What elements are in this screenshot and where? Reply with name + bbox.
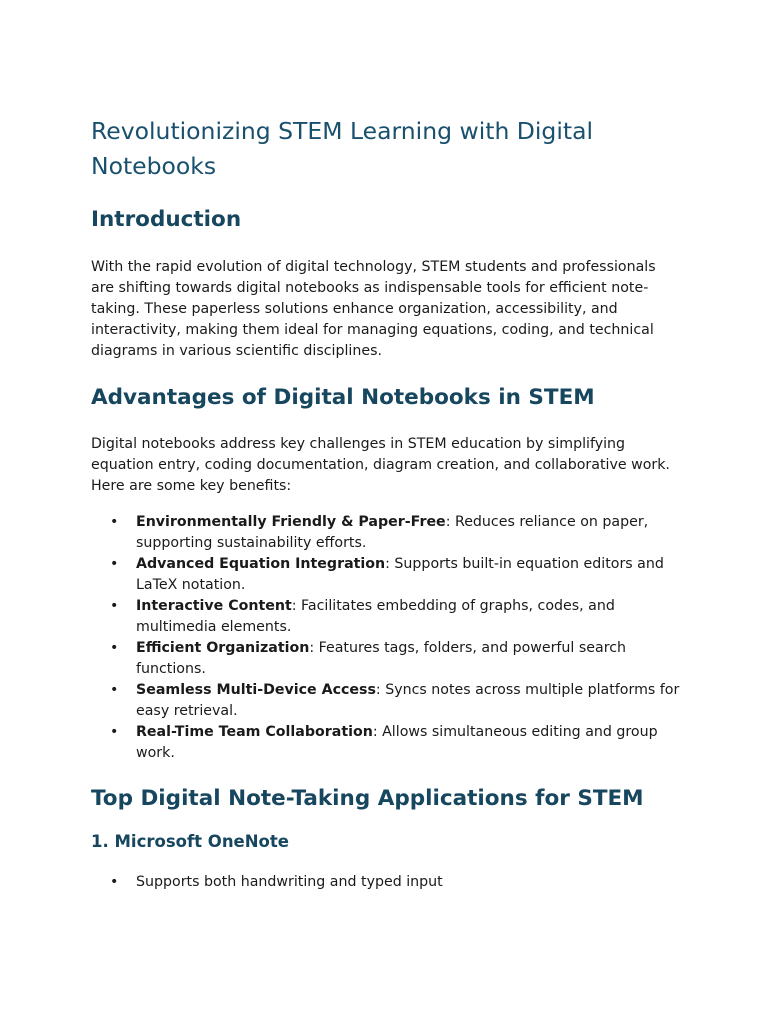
introduction-heading: Introduction bbox=[91, 207, 242, 232]
bullet-icon: • bbox=[110, 514, 119, 530]
advantages-paragraph: Digital notebooks address key challenges in STEM education by simplifying equation entry, coding documentation, diagram creation, and collaborative work. Here are some key benefits: bbox=[91, 436, 670, 494]
benefits-list bbox=[91, 512, 680, 764]
benefit-term: Advanced Equation Integration bbox=[136, 556, 386, 572]
benefit-description: : Reduces reliance on paper, supporting sustainability efforts. bbox=[136, 514, 649, 551]
benefit-term: Efficient Organization bbox=[136, 640, 310, 656]
benefit-description: : Allows simultaneous editing and group work. bbox=[136, 724, 658, 761]
advantages-heading: Advantages of Digital Notebooks in STEM bbox=[91, 385, 595, 410]
applications-heading: Top Digital Note-Taking Applications for STEM bbox=[91, 786, 644, 811]
benefit-term: Real-Time Team Collaboration bbox=[136, 724, 373, 740]
onenote-feature-list bbox=[91, 872, 680, 893]
list-item bbox=[91, 638, 680, 680]
benefit-description: : Syncs notes across multiple platforms for easy retrieval. bbox=[136, 682, 680, 719]
bullet-icon: • bbox=[110, 724, 119, 740]
document-title: Revolutionizing STEM Learning with Digital Notebooks bbox=[91, 117, 594, 180]
list-item bbox=[91, 596, 680, 638]
bullet-icon: • bbox=[110, 598, 119, 614]
list-item bbox=[91, 554, 680, 596]
list-item bbox=[91, 722, 680, 764]
bullet-icon: • bbox=[110, 556, 119, 572]
bullet-icon: • bbox=[110, 682, 119, 698]
onenote-feature: Supports both handwriting and typed input bbox=[136, 874, 443, 890]
benefit-description: : Supports built-in equation editors and LaTeX notation. bbox=[136, 556, 664, 593]
benefit-description: : Features tags, folders, and powerful search functions. bbox=[136, 640, 627, 677]
benefit-term: Interactive Content bbox=[136, 598, 292, 614]
benefit-term: Environmentally Friendly & Paper-Free bbox=[136, 514, 446, 530]
bullet-icon: • bbox=[110, 640, 119, 656]
list-item bbox=[91, 680, 680, 722]
benefit-term: Seamless Multi-Device Access bbox=[136, 682, 376, 698]
introduction-paragraph: With the rapid evolution of digital technology, STEM students and professionals are shifting towards digital notebooks as indispensable tools for efficient note-taking. These paperless solutions enhance organization, accessibility, and interactivity, making them ideal for managing equations, coding, and technical diagrams in various scientific disciplines. bbox=[91, 259, 656, 359]
list-item bbox=[91, 872, 680, 893]
list-item bbox=[91, 512, 680, 554]
onenote-heading: 1. Microsoft OneNote bbox=[91, 832, 289, 851]
bullet-icon: • bbox=[110, 874, 119, 890]
benefit-description: : Facilitates embedding of graphs, codes, and multimedia elements. bbox=[136, 598, 615, 635]
